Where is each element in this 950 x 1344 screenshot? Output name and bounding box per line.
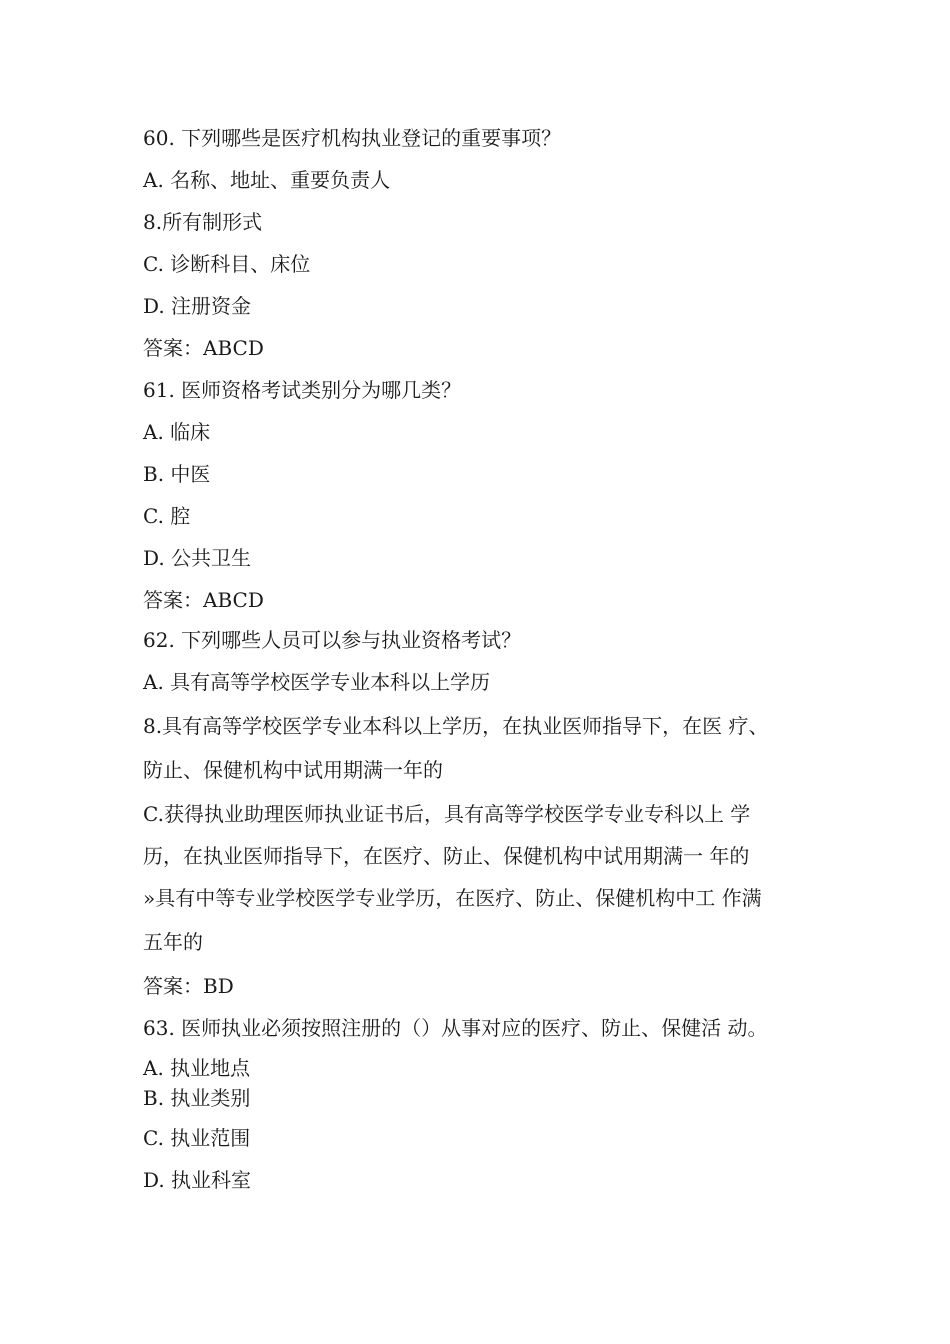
- question-62-option-d-line-2: 五年的: [143, 930, 203, 954]
- question-62-option-d-line-1: »具有中等专业学校医学专业学历，在医疗、防止、保健机构中工 作满: [143, 886, 762, 910]
- question-60-text: 60. 下列哪些是医疗机构执业登记的重要事项？: [143, 126, 562, 150]
- question-62-option-c-line-1: C.获得执业助理医师执业证书后，具有高等学校医学专业专科以上 学: [143, 802, 751, 826]
- question-61-option-c: C. 腔: [143, 504, 191, 528]
- question-62-option-b-line-1: 8.具有高等学校医学专业本科以上学历，在执业医师指导下，在医 疗、: [143, 714, 769, 738]
- question-61-text: 61. 医师资格考试类别分为哪几类？: [143, 378, 462, 402]
- question-63-option-b: B. 执业类别: [143, 1086, 251, 1110]
- question-60-option-a: A. 名称、地址、重要负责人: [143, 168, 391, 192]
- question-60-answer: 答案：ABCD: [143, 336, 264, 360]
- question-60-option-d: D. 注册资金: [143, 294, 252, 318]
- question-63-option-d: D. 执业科室: [143, 1168, 252, 1192]
- question-62-option-b-line-2: 防止、保健机构中试用期满一年的: [143, 758, 443, 782]
- question-61-option-d: D. 公共卫生: [143, 546, 252, 570]
- question-62-text: 62. 下列哪些人员可以参与执业资格考试？: [143, 628, 522, 652]
- question-60-option-c: C. 诊断科目、床位: [143, 252, 311, 276]
- question-62-answer: 答案：BD: [143, 974, 234, 998]
- question-62-option-a: A. 具有高等学校医学专业本科以上学历: [143, 670, 491, 694]
- question-62-option-c-line-2: 历，在执业医师指导下，在医疗、防止、保健机构中试用期满一 年的: [143, 844, 750, 868]
- question-61-option-b: B. 中医: [143, 462, 211, 486]
- question-63-option-c: C. 执业范围: [143, 1126, 251, 1150]
- question-61-option-a: A. 临床: [143, 420, 211, 444]
- question-60-option-b: 8.所有制形式: [143, 210, 263, 234]
- question-63-option-a: A. 执业地点: [143, 1056, 251, 1080]
- question-61-answer: 答案：ABCD: [143, 588, 264, 612]
- question-63-text: 63. 医师执业必须按照注册的（）从事对应的医疗、防止、保健活 动。: [143, 1016, 768, 1040]
